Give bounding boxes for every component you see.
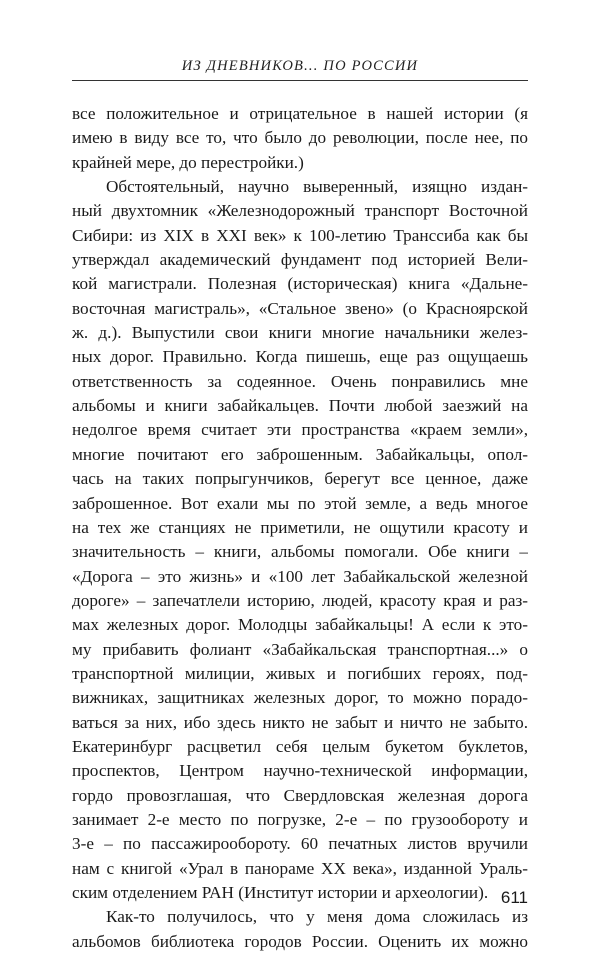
text-line: альбомов библиотека городов России. Оценить их можно	[72, 931, 528, 951]
text-line: ный двухтомник «Железнодорожный транспорт Восточной	[72, 201, 528, 221]
paragraph-start-line: Обстоятельный, научно выверенный, изящно издан-	[106, 177, 528, 197]
text-line: нам с книгой «Урал в панораме XX века», изданной Ураль-	[72, 858, 528, 878]
text-line: кой магистрали. Полезная (историческая) книга «Дальне-	[72, 274, 528, 294]
text-line: проспектов, Центром научно-технической информации,	[72, 761, 528, 781]
text-line: восточная магистраль», «Стальное звено» (о Красноярской	[72, 298, 528, 318]
text-line: многие почитают его заброшенным. Забайкальцы, опол-	[72, 444, 528, 464]
text-line: вижниках, защитниках железных дорог, то можно порадо-	[72, 688, 528, 708]
text-line: утверждал академический фундамент под историей Вели-	[72, 250, 528, 270]
text-line: занимает 2-е место по погрузке, 2-е – по грузообороту и	[72, 809, 528, 829]
text-line: ответственность за содеянное. Очень понравились мне	[72, 371, 528, 391]
text-line: Екатеринбург расцветил себя целым букетом буклетов,	[72, 736, 528, 756]
text-line: на тех же станциях не приметили, не ощутили красоту и	[72, 517, 528, 537]
text-line: дороге» – запечатлели историю, людей, красоту края и раз-	[72, 590, 528, 610]
text-line: ским отделением РАН (Институт истории и археологии).	[72, 883, 489, 902]
text-line: значительность – книги, альбомы помогали. Обе книги –	[72, 542, 528, 562]
text-line: гордо провозглашая, что Свердловская железная дорога	[72, 785, 528, 805]
body-text	[72, 102, 528, 954]
text-line: недолгое время считает эти пространства «краем земли»,	[72, 420, 528, 440]
page-number: 611	[500, 888, 528, 907]
text-line: транспортной милиции, живых и погибших героях, под-	[72, 663, 528, 683]
text-line: имею в виду все то, что было до революции, после нее, по	[72, 128, 528, 148]
text-line: мах железных дорог. Молодцы забайкальцы! А если к это-	[72, 615, 528, 635]
text-line: му прибавить фолиант «Забайкальская транспортная...» о	[72, 639, 528, 659]
text-line: ных дорог. Правильно. Когда пишешь, еще раз ощущаешь	[72, 347, 528, 367]
text-line: ваться за них, ибо здесь никто не забыт и ничто не забыто.	[72, 712, 528, 732]
running-head: ИЗ ДНЕВНИКОВ... ПО РОССИИ	[181, 58, 419, 74]
text-line: заброшенное. Вот ехали мы по этой земле, а ведь многое	[72, 493, 528, 513]
header-rule	[72, 80, 528, 81]
text-line: 3-е – по пассажирообороту. 60 печатных листов вручили	[72, 834, 528, 854]
text-line: чась на таких попрыгунчиков, берегут все ценное, даже	[72, 469, 528, 489]
paragraph-start-line: Как-то получилось, что у меня дома сложилась из	[106, 907, 528, 927]
text-line: ж. д.). Выпустили свои книги многие начальники желез-	[72, 323, 528, 343]
text-line: альбомы и книги забайкальцев. Почти любой заезжий на	[72, 396, 528, 416]
text-line: все положительное и отрицательное в нашей истории (я	[72, 104, 528, 123]
text-line: Сибири: из XIX в XXI век» к 100-летию Транссиба как бы	[72, 225, 528, 245]
text-line: крайней мере, до перестройки.)	[72, 152, 304, 172]
text-line: «Дорога – это жизнь» и «100 лет Забайкальской железной	[72, 566, 528, 586]
